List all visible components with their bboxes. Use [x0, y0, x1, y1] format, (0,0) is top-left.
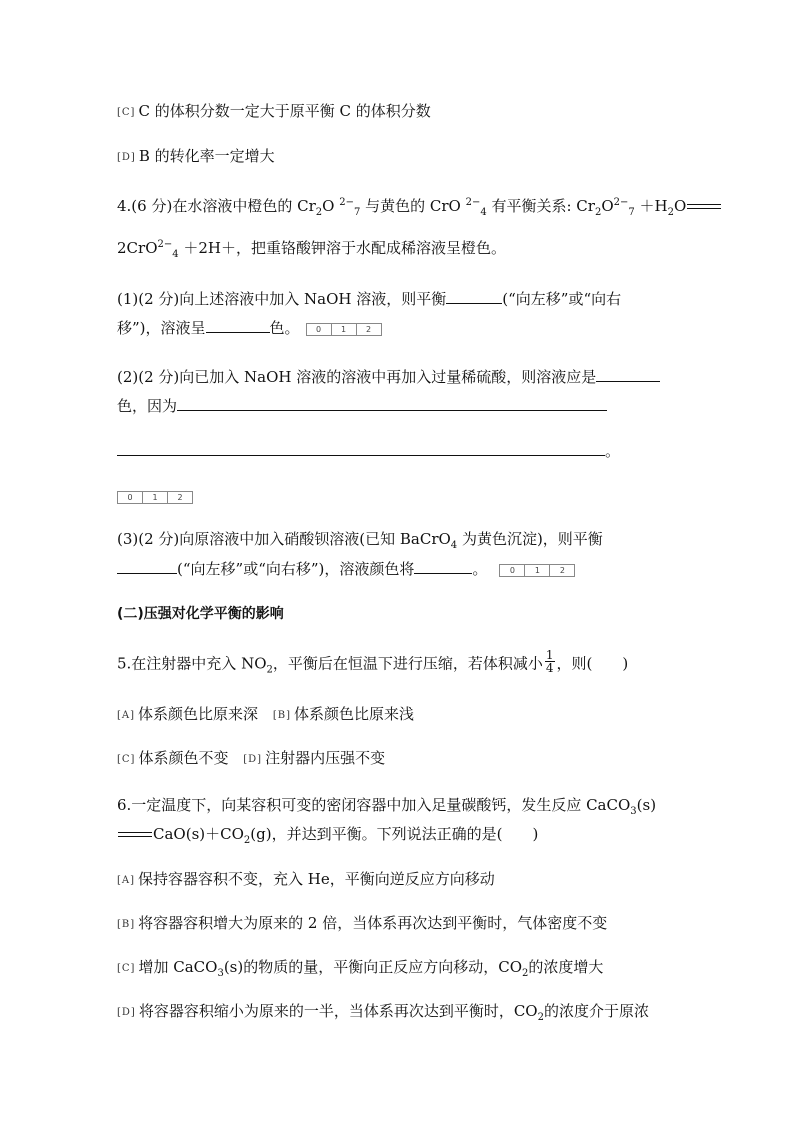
q4-part2-line3	[117, 440, 620, 461]
fraction-numerator: 1	[545, 648, 554, 662]
q5-options-cd	[117, 748, 385, 771]
q4-text: (“向左移”或“向右	[502, 290, 622, 308]
score-box[interactable]	[499, 564, 575, 577]
q5-text: ，平衡后在恒温下进行压缩，若体积减小	[272, 654, 543, 673]
q3-option-c	[117, 101, 431, 124]
score-cell[interactable]: 2	[177, 492, 183, 502]
q4-stem-line1	[117, 196, 722, 216]
q4-text: (“向左移”或“向右移”)，溶液颜色将	[177, 560, 415, 578]
q4-text: (2)(2 分)向已加入 NaOH 溶液的溶液中再加入过量稀硫酸，则溶液应是	[117, 368, 597, 386]
score-cell[interactable]: 2	[366, 324, 372, 334]
answer-blank[interactable]	[596, 366, 660, 382]
score-box[interactable]	[306, 323, 382, 336]
q6-sub: 2	[522, 968, 529, 979]
equilibrium-arrow-icon	[118, 831, 152, 839]
score-cell[interactable]: 0	[307, 324, 332, 335]
option-letter: [C]	[117, 963, 136, 974]
q4-text: 与黄色的 CrO	[360, 197, 466, 215]
option-text: 的浓度介于原浓	[543, 1002, 649, 1020]
q4-part2-line2	[117, 395, 607, 416]
q4-sub: 4	[450, 540, 458, 551]
q4-text: ＋H	[634, 197, 668, 215]
equilibrium-arrow-icon	[687, 203, 721, 211]
option-letter: [D]	[117, 1007, 136, 1018]
option-text: 保持容器容积不变，充入 He，平衡向逆反应方向移动	[138, 870, 495, 888]
option-text: 体系颜色不变	[138, 749, 229, 767]
q4-text: 2CrO	[117, 239, 158, 257]
q4-text: 色。	[269, 319, 300, 337]
option-letter: [B]	[272, 710, 291, 721]
option-text: 的浓度增大	[528, 958, 604, 976]
q4-part1-line1	[117, 288, 621, 309]
option-text: B 的转化率一定增大	[138, 147, 275, 165]
answer-blank[interactable]	[414, 558, 472, 574]
score-cell[interactable]: 1	[143, 492, 168, 503]
q5-options-ab	[117, 704, 414, 727]
answer-blank[interactable]	[117, 440, 605, 456]
q4-text: O	[674, 197, 687, 215]
q4-part2-line1	[117, 366, 660, 387]
q4-text: O	[601, 197, 614, 215]
score-cell[interactable]: 1	[332, 324, 357, 335]
q4-text: 色，因为	[117, 397, 178, 415]
q4-sup: 2−	[157, 239, 173, 250]
q4-part2-score	[117, 486, 193, 506]
q5-text: ，则( )	[556, 654, 629, 673]
fraction-denominator: 4	[545, 661, 554, 675]
score-cell[interactable]: 2	[559, 565, 565, 575]
q5-stem	[117, 648, 629, 677]
option-text: 将容器容积缩小为原来的一半，当体系再次达到平衡时，CO	[138, 1002, 538, 1020]
fraction	[545, 649, 555, 674]
q4-sub: 2	[667, 207, 674, 218]
option-text: 体系颜色比原来浅	[293, 705, 414, 723]
q6-option-b	[117, 913, 607, 936]
q4-text: ＋2H＋，把重铬酸钾溶于水配成稀溶液呈橙色。	[178, 239, 507, 257]
q6-text: 6.一定温度下，向某容积可变的密闭容器中加入足量碳酸钙，发生反应 CaCO	[117, 796, 631, 814]
option-letter: [D]	[243, 754, 263, 765]
option-letter: [A]	[117, 875, 136, 886]
q6-option-a	[117, 869, 495, 892]
q6-option-d	[117, 1001, 649, 1024]
score-box[interactable]	[117, 491, 193, 504]
answer-blank[interactable]	[117, 558, 177, 574]
score-cell[interactable]: 0	[500, 565, 525, 576]
q4-stem-line2	[117, 238, 506, 258]
q4-sub: 7	[628, 207, 635, 218]
option-text: 增加 CaCO	[138, 958, 218, 976]
q4-sub: 2	[315, 207, 323, 218]
option-letter: [D]	[117, 152, 136, 163]
q6-text: (g)，并达到平衡。下列说法正确的是( )	[250, 825, 539, 843]
option-letter: [C]	[117, 107, 136, 118]
q5-sub: 2	[266, 664, 273, 676]
answer-blank[interactable]	[446, 288, 502, 304]
q4-text: (1)(2 分)向上述溶液中加入 NaOH 溶液，则平衡	[117, 290, 447, 308]
q4-part1-line2	[117, 317, 382, 338]
q4-part3-line2	[117, 558, 575, 579]
score-cell[interactable]: 0	[118, 492, 143, 503]
q4-text: 有平衡关系: Cr	[486, 197, 595, 215]
q6-stem-line1	[117, 795, 656, 815]
q6-text: CaO(s)＋CO	[153, 825, 244, 843]
option-letter: [C]	[117, 754, 136, 765]
q4-text: 为黄色沉淀)，则平衡	[457, 530, 603, 548]
q4-sub: 7	[353, 207, 361, 218]
option-text: (s)的物质的量，平衡向正反应方向移动，CO	[223, 958, 522, 976]
option-letter: [A]	[117, 710, 136, 721]
q4-sub: 4	[172, 249, 179, 260]
q4-text: 移”)，溶液呈	[117, 319, 206, 337]
answer-blank[interactable]	[177, 395, 607, 411]
q6-sub: 2	[243, 835, 251, 846]
section-title: (二)压强对化学平衡的影响	[117, 606, 284, 622]
answer-blank[interactable]	[206, 317, 270, 333]
q4-sub: 4	[480, 207, 487, 218]
q4-text: 4.(6 分)在水溶液中橙色的 Cr	[117, 197, 316, 215]
option-text: C 的体积分数一定大于原平衡 C 的体积分数	[138, 102, 431, 120]
q5-text: 5.在注射器中充入 NO	[117, 654, 267, 673]
option-text: 将容器容积增大为原来的 2 倍，当体系再次达到平衡时，气体密度不变	[138, 914, 608, 932]
q6-option-c	[117, 957, 603, 980]
q4-sup: 2−	[465, 197, 481, 208]
option-letter: [B]	[117, 919, 136, 930]
q4-sub: 2	[594, 207, 602, 218]
q6-sub: 3	[217, 968, 224, 979]
score-cell[interactable]: 1	[525, 565, 550, 576]
option-text: 注射器内压强不变	[265, 749, 386, 767]
q4-text: (3)(2 分)向原溶液中加入硝酸钡溶液(已知 BaCrO	[117, 530, 451, 548]
q6-text: (s)	[636, 796, 657, 814]
q6-stem-line2	[117, 824, 538, 844]
q6-sub: 3	[630, 806, 637, 817]
q6-sub: 2	[537, 1012, 544, 1023]
q4-sup: 2−	[339, 197, 354, 208]
q4-sup: 2−	[613, 197, 629, 208]
q4-text: O	[322, 197, 340, 215]
option-text: 体系颜色比原来深	[138, 705, 259, 723]
q4-text: 。	[472, 560, 488, 578]
q4-text: 。	[605, 442, 621, 460]
q4-part3-line1	[117, 529, 603, 549]
q3-option-d	[117, 146, 275, 169]
